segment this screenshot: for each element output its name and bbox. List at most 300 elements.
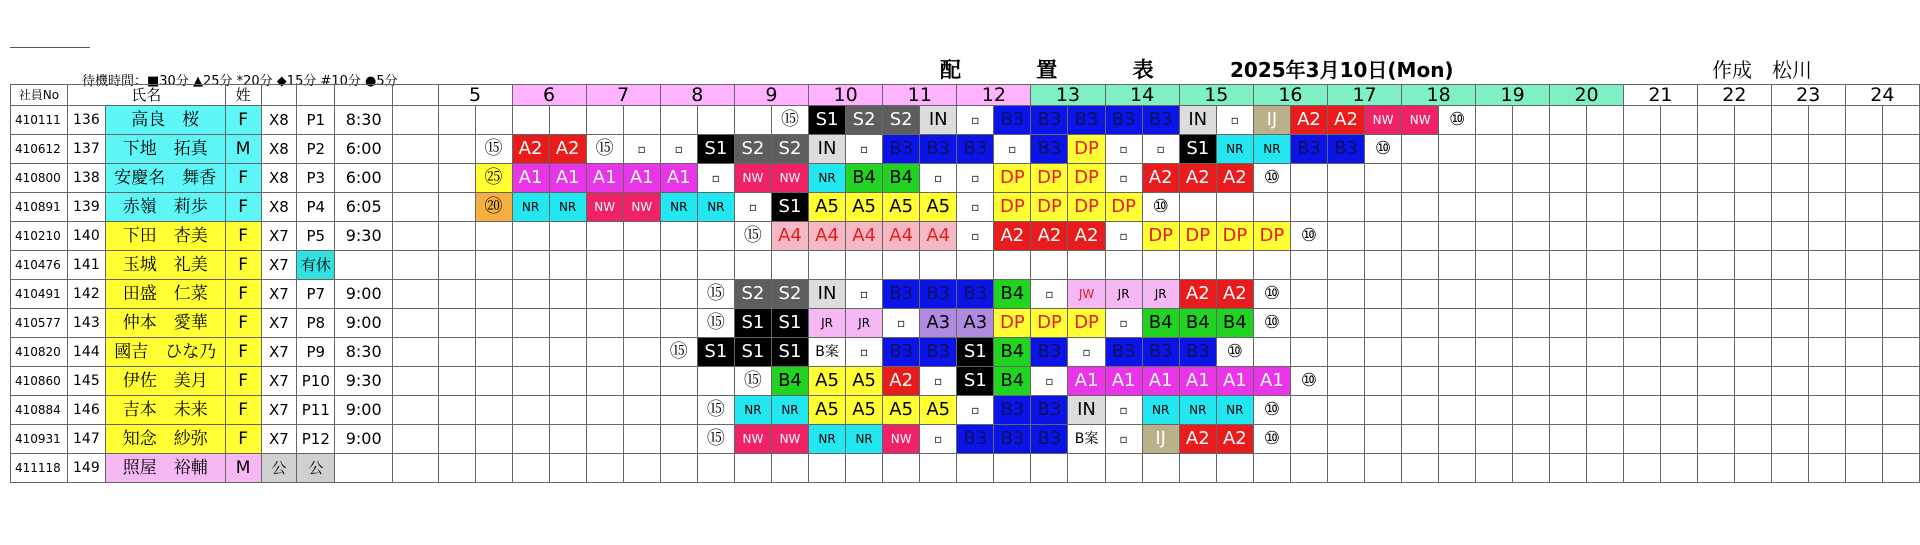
time-slot: NW — [1402, 106, 1439, 135]
time-slot — [1513, 222, 1550, 251]
time-slot: NR — [660, 193, 697, 222]
time-slot: A1 — [549, 164, 586, 193]
staff-row — [11, 251, 1920, 280]
time-slot — [512, 454, 549, 483]
time-slot — [1623, 280, 1660, 309]
time-slot: S1 — [771, 338, 808, 367]
time-slot — [771, 454, 808, 483]
time-slot — [1734, 367, 1771, 396]
time-slot — [1290, 309, 1327, 338]
time-slot — [1216, 193, 1253, 222]
staff-number: 137 — [67, 135, 105, 164]
time-slot — [1402, 135, 1439, 164]
time-slot — [1550, 222, 1587, 251]
time-slot — [1476, 309, 1513, 338]
time-slot: NR — [1216, 135, 1253, 164]
time-slot: B3 — [883, 338, 920, 367]
shift-code: X7 — [261, 367, 297, 396]
time-slot: A1 — [660, 164, 697, 193]
time-slot — [734, 251, 771, 280]
time-slot: B案 — [809, 338, 846, 367]
top-rule — [10, 47, 90, 48]
hour-8: 8 — [660, 85, 734, 106]
time-slot: ▫ — [1142, 135, 1179, 164]
time-slot — [1660, 396, 1697, 425]
time-slot: B4 — [1179, 309, 1216, 338]
time-slot — [393, 309, 439, 338]
time-slot — [1845, 454, 1882, 483]
page-title: 配 置 表 — [940, 58, 1188, 82]
time-slot — [1882, 396, 1919, 425]
staff-number: 139 — [67, 193, 105, 222]
time-slot: A5 — [920, 396, 957, 425]
time-slot: A2 — [549, 135, 586, 164]
time-slot: ▫ — [1105, 425, 1142, 454]
employee-id: 410111 — [11, 106, 68, 135]
post-code: P4 — [297, 193, 335, 222]
time-slot — [1587, 425, 1624, 454]
time-slot: NR — [1179, 396, 1216, 425]
time-slot — [1734, 309, 1771, 338]
time-slot: DP — [1068, 164, 1105, 193]
time-slot: S2 — [771, 135, 808, 164]
time-slot — [549, 251, 586, 280]
hour-9: 9 — [734, 85, 808, 106]
time-slot: A2 — [1179, 164, 1216, 193]
post-code: P2 — [297, 135, 335, 164]
time-slot — [1771, 193, 1808, 222]
time-slot — [1660, 222, 1697, 251]
post-code: P9 — [297, 338, 335, 367]
time-slot — [1476, 454, 1513, 483]
time-slot: B3 — [957, 135, 994, 164]
time-slot: B3 — [1328, 135, 1365, 164]
time-slot — [512, 396, 549, 425]
time-slot: S1 — [957, 367, 994, 396]
time-slot: DP — [1179, 222, 1216, 251]
time-slot — [1513, 106, 1550, 135]
time-slot — [1623, 425, 1660, 454]
time-slot: ▫ — [1105, 396, 1142, 425]
time-slot — [1623, 454, 1660, 483]
time-slot: B4 — [883, 164, 920, 193]
time-slot: A5 — [809, 396, 846, 425]
time-slot — [1365, 338, 1402, 367]
time-slot: ▫ — [920, 164, 957, 193]
time-slot — [1550, 106, 1587, 135]
time-slot: A1 — [1142, 367, 1179, 396]
time-slot: JR — [846, 309, 883, 338]
time-slot — [623, 251, 660, 280]
time-slot — [1587, 454, 1624, 483]
time-slot — [438, 396, 475, 425]
time-slot — [660, 454, 697, 483]
time-slot: B3 — [883, 280, 920, 309]
time-slot — [994, 454, 1031, 483]
time-slot — [1439, 396, 1476, 425]
time-slot — [957, 454, 994, 483]
time-slot — [1882, 193, 1919, 222]
time-slot: B3 — [1031, 338, 1068, 367]
time-slot: B3 — [1031, 396, 1068, 425]
time-slot — [883, 454, 920, 483]
time-slot — [1587, 338, 1624, 367]
time-slot: A1 — [1253, 367, 1290, 396]
time-slot — [393, 164, 439, 193]
time-slot — [1660, 338, 1697, 367]
time-slot — [1771, 396, 1808, 425]
start-time: 9:30 — [335, 222, 393, 251]
time-slot — [512, 280, 549, 309]
time-slot: B3 — [1105, 106, 1142, 135]
time-slot — [697, 222, 734, 251]
time-slot: ▫ — [883, 309, 920, 338]
time-slot — [1697, 251, 1734, 280]
time-slot — [1365, 251, 1402, 280]
start-time: 9:00 — [335, 280, 393, 309]
time-slot: B3 — [1142, 338, 1179, 367]
time-slot — [1808, 338, 1845, 367]
time-slot — [1734, 425, 1771, 454]
time-slot — [1290, 338, 1327, 367]
time-slot — [1513, 396, 1550, 425]
start-time — [335, 454, 393, 483]
shift-code: X7 — [261, 309, 297, 338]
time-slot: B4 — [771, 367, 808, 396]
time-slot — [1253, 338, 1290, 367]
time-slot: A1 — [1179, 367, 1216, 396]
time-slot: B3 — [1290, 135, 1327, 164]
time-slot: NR — [846, 425, 883, 454]
time-slot: B3 — [1031, 106, 1068, 135]
time-slot: ⑮ — [771, 106, 808, 135]
time-slot — [512, 425, 549, 454]
time-slot: A1 — [623, 164, 660, 193]
time-slot — [1845, 425, 1882, 454]
time-slot — [1253, 454, 1290, 483]
time-slot: ⑩ — [1439, 106, 1476, 135]
time-slot: NW — [623, 193, 660, 222]
time-slot — [771, 251, 808, 280]
time-slot: IN — [1068, 396, 1105, 425]
time-slot: ⑮ — [697, 396, 734, 425]
time-slot — [920, 251, 957, 280]
time-slot: B3 — [1031, 135, 1068, 164]
time-slot: A1 — [512, 164, 549, 193]
time-slot: S1 — [734, 338, 771, 367]
staff-row — [11, 280, 1920, 309]
time-slot — [1882, 425, 1919, 454]
post-code: 公 — [297, 454, 335, 483]
time-slot: B3 — [994, 396, 1031, 425]
time-slot: A2 — [1216, 425, 1253, 454]
time-slot: B3 — [1031, 425, 1068, 454]
time-slot — [660, 396, 697, 425]
time-slot — [1660, 454, 1697, 483]
time-slot: ⑮ — [475, 135, 512, 164]
time-slot: ▫ — [1031, 280, 1068, 309]
time-slot — [1660, 280, 1697, 309]
time-slot — [1513, 251, 1550, 280]
time-slot — [393, 367, 439, 396]
staff-number: 142 — [67, 280, 105, 309]
time-slot — [1439, 193, 1476, 222]
time-slot: NW — [883, 425, 920, 454]
staff-sex: F — [225, 222, 261, 251]
time-slot — [1734, 222, 1771, 251]
time-slot — [1365, 193, 1402, 222]
time-slot: ▫ — [1105, 222, 1142, 251]
time-slot — [1550, 280, 1587, 309]
time-slot — [1402, 193, 1439, 222]
time-slot — [586, 338, 623, 367]
time-slot: ▫ — [957, 193, 994, 222]
time-slot: DP — [1105, 193, 1142, 222]
time-slot — [1697, 367, 1734, 396]
time-slot — [438, 367, 475, 396]
time-slot — [1365, 222, 1402, 251]
time-slot — [734, 454, 771, 483]
time-slot — [1328, 280, 1365, 309]
time-slot: ⑩ — [1290, 367, 1327, 396]
time-slot — [1808, 396, 1845, 425]
time-slot — [1439, 135, 1476, 164]
time-slot: ⑩ — [1253, 280, 1290, 309]
time-slot: NW — [734, 425, 771, 454]
time-slot — [1845, 106, 1882, 135]
time-slot — [1476, 367, 1513, 396]
employee-id: 410491 — [11, 280, 68, 309]
time-slot — [1402, 338, 1439, 367]
header-employee-id: 社員No — [11, 85, 68, 106]
time-slot: JR — [809, 309, 846, 338]
time-slot: B3 — [994, 106, 1031, 135]
staff-name: 仲本 愛華 — [105, 309, 225, 338]
time-slot: DP — [1216, 222, 1253, 251]
time-slot — [1697, 338, 1734, 367]
time-slot: B案 — [1068, 425, 1105, 454]
staff-sex: F — [225, 280, 261, 309]
post-code: P3 — [297, 164, 335, 193]
header-blank — [261, 85, 297, 106]
post-code: P11 — [297, 396, 335, 425]
time-slot: B3 — [920, 338, 957, 367]
time-slot: DP — [1142, 222, 1179, 251]
time-slot: ⑩ — [1216, 338, 1253, 367]
time-slot — [1402, 222, 1439, 251]
time-slot — [1142, 251, 1179, 280]
time-slot — [1587, 396, 1624, 425]
time-slot — [1513, 193, 1550, 222]
time-slot — [438, 106, 475, 135]
hour-15: 15 — [1179, 85, 1253, 106]
employee-id: 410884 — [11, 396, 68, 425]
time-slot — [1771, 454, 1808, 483]
time-slot — [1623, 367, 1660, 396]
time-slot — [438, 309, 475, 338]
time-slot — [1365, 396, 1402, 425]
time-slot — [1328, 222, 1365, 251]
time-slot — [734, 106, 771, 135]
time-slot — [549, 222, 586, 251]
staff-name: 下田 杏美 — [105, 222, 225, 251]
time-slot: ⑩ — [1253, 396, 1290, 425]
time-slot — [1623, 222, 1660, 251]
time-slot: ㉕ — [475, 164, 512, 193]
time-slot: DP — [1068, 135, 1105, 164]
time-slot — [512, 367, 549, 396]
employee-id: 410820 — [11, 338, 68, 367]
time-slot — [1105, 251, 1142, 280]
staff-sex: F — [225, 309, 261, 338]
time-slot — [1623, 164, 1660, 193]
start-time: 6:05 — [335, 193, 393, 222]
time-slot: B3 — [994, 425, 1031, 454]
employee-id: 410891 — [11, 193, 68, 222]
time-slot — [1660, 309, 1697, 338]
time-slot: B4 — [994, 338, 1031, 367]
time-slot: NR — [771, 396, 808, 425]
time-slot: S2 — [883, 106, 920, 135]
time-slot — [1771, 164, 1808, 193]
time-slot — [1550, 309, 1587, 338]
shift-code: X7 — [261, 251, 297, 280]
hour-16: 16 — [1253, 85, 1327, 106]
time-slot: IN — [1179, 106, 1216, 135]
time-slot — [438, 193, 475, 222]
start-time: 6:00 — [335, 135, 393, 164]
time-slot: ▫ — [1105, 164, 1142, 193]
hour-5: 5 — [438, 85, 512, 106]
time-slot — [1476, 193, 1513, 222]
time-slot: DP — [1031, 193, 1068, 222]
time-slot — [475, 396, 512, 425]
time-slot — [1328, 425, 1365, 454]
post-code: P7 — [297, 280, 335, 309]
time-slot: ⑮ — [734, 222, 771, 251]
hour-12: 12 — [957, 85, 1031, 106]
time-slot — [623, 338, 660, 367]
time-slot: JR — [1142, 280, 1179, 309]
staff-number: 141 — [67, 251, 105, 280]
time-slot — [475, 222, 512, 251]
time-slot — [1439, 280, 1476, 309]
time-slot — [1771, 425, 1808, 454]
staff-sex: F — [225, 425, 261, 454]
time-slot: A4 — [809, 222, 846, 251]
time-slot: S1 — [734, 309, 771, 338]
shift-code: X7 — [261, 396, 297, 425]
time-slot — [1402, 396, 1439, 425]
time-slot — [475, 425, 512, 454]
time-slot — [1142, 454, 1179, 483]
time-slot: ▫ — [846, 338, 883, 367]
time-slot: NR — [697, 193, 734, 222]
staff-row — [11, 454, 1920, 483]
time-slot — [586, 396, 623, 425]
time-slot — [512, 251, 549, 280]
time-slot — [1660, 193, 1697, 222]
staff-sex: F — [225, 164, 261, 193]
time-slot — [1328, 193, 1365, 222]
time-slot — [512, 222, 549, 251]
time-slot — [1402, 251, 1439, 280]
time-slot — [1660, 251, 1697, 280]
time-slot: ▫ — [957, 106, 994, 135]
time-slot: NR — [1253, 135, 1290, 164]
time-slot: ⑩ — [1253, 425, 1290, 454]
time-slot — [623, 280, 660, 309]
staff-row — [11, 425, 1920, 454]
start-time: 8:30 — [335, 338, 393, 367]
hour-19: 19 — [1476, 85, 1550, 106]
hour-6: 6 — [512, 85, 586, 106]
time-slot — [1734, 251, 1771, 280]
time-slot — [1845, 193, 1882, 222]
time-slot — [1771, 367, 1808, 396]
time-slot — [1734, 135, 1771, 164]
time-slot — [586, 280, 623, 309]
time-slot — [1623, 338, 1660, 367]
time-slot — [586, 425, 623, 454]
time-slot — [1402, 454, 1439, 483]
time-slot — [393, 425, 439, 454]
staff-number: 145 — [67, 367, 105, 396]
time-slot — [1365, 280, 1402, 309]
time-slot — [1882, 454, 1919, 483]
staff-name: 田盛 仁菜 — [105, 280, 225, 309]
employee-id: 410577 — [11, 309, 68, 338]
time-slot — [1365, 309, 1402, 338]
staff-name: 國吉 ひな乃 — [105, 338, 225, 367]
time-slot — [393, 280, 439, 309]
time-slot — [438, 454, 475, 483]
sheet-header — [0, 0, 1920, 89]
time-slot: S1 — [957, 338, 994, 367]
time-slot — [475, 367, 512, 396]
time-slot: A2 — [1179, 280, 1216, 309]
post-code: P8 — [297, 309, 335, 338]
header-blank — [393, 85, 439, 106]
time-slot: IJ — [1253, 106, 1290, 135]
start-time: 9:00 — [335, 425, 393, 454]
time-slot: A2 — [1328, 106, 1365, 135]
time-slot — [1290, 164, 1327, 193]
time-slot: ▫ — [660, 135, 697, 164]
shift-code: X7 — [261, 338, 297, 367]
time-slot — [512, 338, 549, 367]
time-slot — [1882, 164, 1919, 193]
time-slot — [1402, 280, 1439, 309]
staff-sex: M — [225, 135, 261, 164]
time-slot — [1253, 251, 1290, 280]
time-slot: S1 — [697, 135, 734, 164]
time-slot — [1476, 396, 1513, 425]
time-slot — [393, 106, 439, 135]
time-slot — [697, 367, 734, 396]
time-slot: ▫ — [1068, 338, 1105, 367]
time-slot — [1290, 193, 1327, 222]
employee-id: 411118 — [11, 454, 68, 483]
time-slot — [1031, 454, 1068, 483]
time-slot — [1328, 338, 1365, 367]
time-slot — [920, 454, 957, 483]
time-slot: A5 — [920, 193, 957, 222]
staff-row — [11, 396, 1920, 425]
hour-17: 17 — [1328, 85, 1402, 106]
time-slot: S1 — [771, 309, 808, 338]
time-slot — [549, 309, 586, 338]
